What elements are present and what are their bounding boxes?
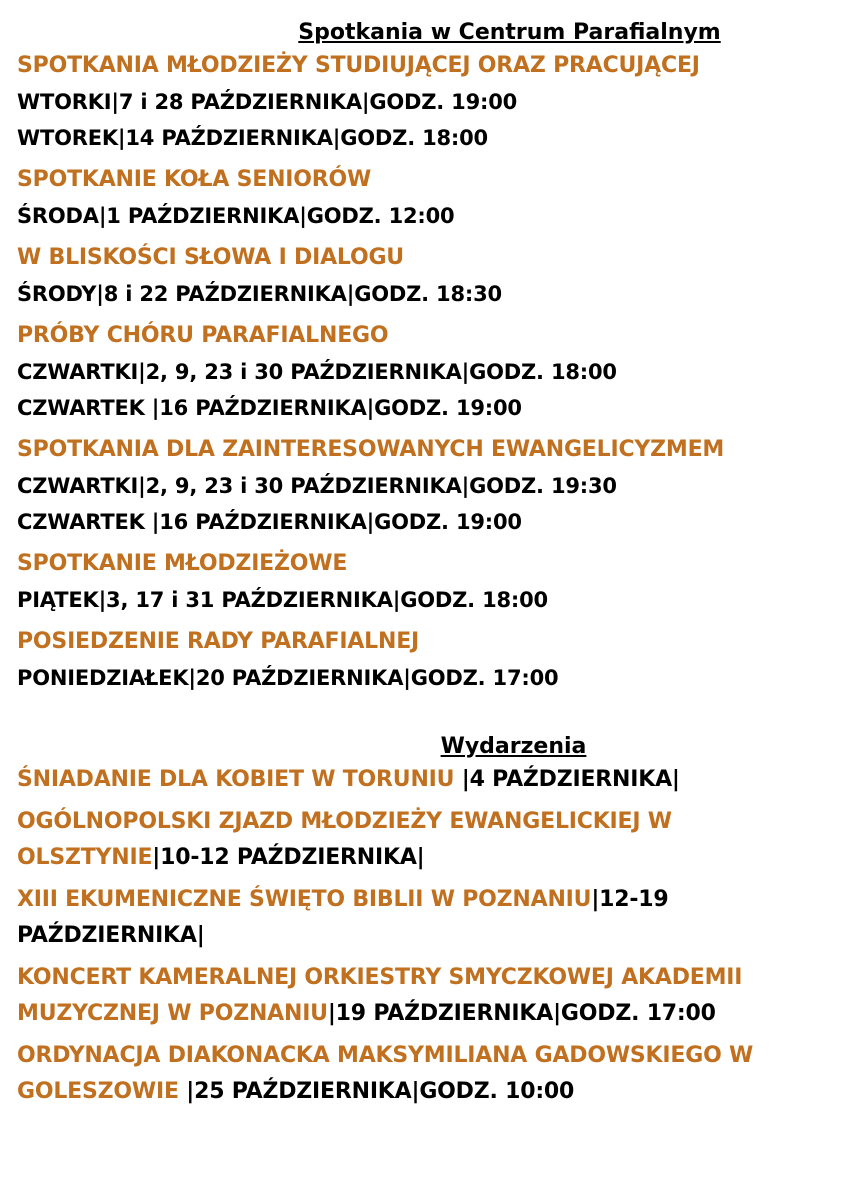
meeting-schedule-line: CZWARTKI|2, 9, 23 i 30 PAŹDZIERNIKA|GODZ. 19:30 — [17, 474, 617, 498]
meetings-list — [17, 48, 828, 696]
event-item — [17, 882, 828, 954]
meeting-schedule-line: CZWARTKI|2, 9, 23 i 30 PAŹDZIERNIKA|GODZ. 18:00 — [17, 360, 617, 384]
meetings-heading: Spotkania w Centrum Parafialnym — [298, 20, 721, 45]
event-date: |12-19 PAŹDZIERNIKA| — [17, 887, 669, 948]
event-title: ŚNIADANIE DLA KOBIET W TORUNIU — [17, 767, 462, 792]
meeting-item — [17, 162, 828, 234]
meeting-item — [17, 432, 828, 540]
event-date: |25 PAŹDZIERNIKA|GODZ. 10:00 — [186, 1079, 575, 1104]
meeting-schedule-line: WTORKI|7 i 28 PAŹDZIERNIKA|GODZ. 19:00 — [17, 90, 518, 114]
event-item — [17, 804, 828, 876]
meeting-schedule-line: ŚRODA|1 PAŹDZIERNIKA|GODZ. 12:00 — [17, 204, 455, 228]
meeting-title: SPOTKANIA MŁODZIEŻY STUDIUJĄCEJ ORAZ PRACUJĄCEJ — [17, 53, 700, 78]
event-title: ORDYNACJA DIAKONACKA MAKSYMILIANA GADOWSKIEGO W GOLESZOWIE — [17, 1043, 754, 1104]
meeting-title: W BLISKOŚCI SŁOWA I DIALOGU — [17, 245, 404, 270]
events-heading: Wydarzenia — [440, 734, 587, 759]
meeting-schedule-line: CZWARTEK |16 PAŹDZIERNIKA|GODZ. 19:00 — [17, 510, 522, 534]
meeting-item — [17, 546, 828, 618]
event-title: XIII EKUMENICZNE ŚWIĘTO BIBLII W POZNANIU — [17, 887, 592, 912]
meeting-schedule-line: ŚRODY|8 i 22 PAŹDZIERNIKA|GODZ. 18:30 — [17, 282, 502, 306]
events-list — [17, 762, 828, 1110]
event-date: |19 PAŹDZIERNIKA|GODZ. 17:00 — [327, 1001, 716, 1026]
meeting-item — [17, 624, 828, 696]
meeting-schedule-line: PIĄTEK|3, 17 i 31 PAŹDZIERNIKA|GODZ. 18:00 — [17, 588, 548, 612]
meeting-title: SPOTKANIE KOŁA SENIORÓW — [17, 167, 372, 192]
event-item — [17, 1038, 828, 1110]
meeting-schedule-line: CZWARTEK |16 PAŹDZIERNIKA|GODZ. 19:00 — [17, 396, 522, 420]
event-title: KONCERT KAMERALNEJ ORKIESTRY SMYCZKOWEJ AKADEMII MUZYCZNEJ W POZNANIU — [17, 965, 743, 1026]
meeting-title: PRÓBY CHÓRU PARAFIALNEGO — [17, 323, 389, 348]
event-item — [17, 960, 828, 1032]
meeting-title: SPOTKANIA DLA ZAINTERESOWANYCH EWANGELICYZMEM — [17, 437, 725, 462]
meeting-title: SPOTKANIE MŁODZIEŻOWE — [17, 551, 348, 576]
meeting-item — [17, 318, 828, 426]
meeting-item — [17, 48, 828, 156]
meeting-item — [17, 240, 828, 312]
meeting-schedule-line: PONIEDZIAŁEK|20 PAŹDZIERNIKA|GODZ. 17:00 — [17, 666, 559, 690]
meeting-schedule-line: WTOREK|14 PAŹDZIERNIKA|GODZ. 18:00 — [17, 126, 488, 150]
event-date: |4 PAŹDZIERNIKA| — [461, 767, 680, 792]
event-item — [17, 762, 828, 798]
meeting-title: POSIEDZENIE RADY PARAFIALNEJ — [17, 629, 420, 654]
event-date: |10-12 PAŹDZIERNIKA| — [152, 845, 425, 870]
event-title: OGÓLNOPOLSKI ZJAZD MŁODZIEŻY EWANGELICKIEJ W OLSZTYNIE — [17, 809, 672, 870]
